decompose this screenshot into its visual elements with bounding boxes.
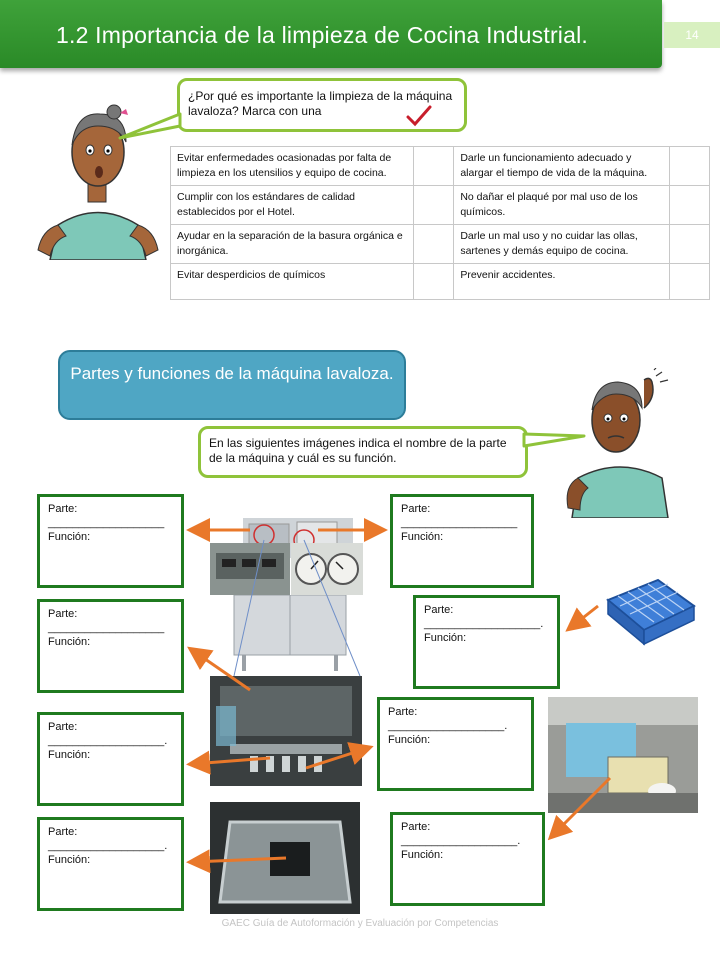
- checkmark-icon: [406, 105, 432, 127]
- function-label: Función:: [48, 749, 91, 761]
- controls-closeup-photo: [210, 543, 290, 595]
- part-answer-line: ___________________.: [388, 720, 508, 732]
- function-label: Función:: [48, 636, 91, 648]
- part-box-8[interactable]: [390, 812, 545, 906]
- instruction-text: En las siguientes imágenes indica el nombre de la parte de la máquina y cuál es su función.: [209, 436, 507, 465]
- part-box-2[interactable]: [390, 494, 534, 588]
- part-answer-line: ___________________.: [48, 840, 168, 852]
- option-text: Evitar enfermedades ocasionadas por falta de limpieza en los utensilios y equipo de cocina.: [171, 147, 414, 186]
- page-title: 1.2 Importancia de la limpieza de Cocina Industrial.: [56, 22, 589, 48]
- wash-chamber-photo: [210, 676, 362, 786]
- option-checkbox[interactable]: [414, 147, 454, 186]
- footer-text: GAEC Guía de Autoformación y Evaluación por Competencias: [221, 918, 499, 929]
- part-box-3[interactable]: [37, 599, 184, 693]
- part-label: Parte:: [401, 821, 431, 833]
- option-checkbox[interactable]: [670, 186, 710, 225]
- part-answer-line: ___________________: [48, 517, 165, 529]
- option-checkbox[interactable]: [670, 225, 710, 264]
- table-row: [171, 264, 710, 300]
- dish-rack-illustration: [598, 570, 698, 650]
- table-row: [171, 225, 710, 264]
- option-text: No dañar el plaqué por mal uso de los químicos.: [454, 186, 670, 225]
- part-box-6[interactable]: [377, 697, 534, 791]
- gauges-closeup-photo: [291, 543, 363, 595]
- option-text: Ayudar en la separación de la basura orgánica e inorgánica.: [171, 225, 414, 264]
- part-label: Parte:: [48, 608, 78, 620]
- part-answer-line: ___________________: [48, 622, 165, 634]
- option-text: Darle un mal uso y no cuidar las ollas, sartenes y demás equipo de cocina.: [454, 225, 670, 264]
- question-bubble: [177, 78, 467, 132]
- question-text: ¿Por qué es importante la limpieza de la máquina lavaloza? Marca con una: [188, 89, 453, 118]
- filter-basin-photo: [210, 802, 360, 914]
- part-answer-line: ___________________.: [401, 835, 521, 847]
- machine-body-photo: [230, 595, 350, 673]
- table-row: [171, 147, 710, 186]
- option-checkbox[interactable]: [414, 264, 454, 300]
- part-label: Parte:: [424, 604, 454, 616]
- part-answer-line: ___________________: [401, 517, 518, 529]
- function-label: Función:: [388, 734, 431, 746]
- option-checkbox[interactable]: [670, 147, 710, 186]
- table-row: [171, 186, 710, 225]
- part-box-7[interactable]: [37, 817, 184, 911]
- option-checkbox[interactable]: [670, 264, 710, 300]
- option-text: Cumplir con los estándares de calidad establecidos por el Hotel.: [171, 186, 414, 225]
- bubble-tail: [522, 428, 586, 452]
- option-text: Prevenir accidentes.: [454, 264, 670, 300]
- part-answer-line: ___________________.: [48, 735, 168, 747]
- part-label: Parte:: [401, 503, 431, 515]
- option-text: Darle un funcionamiento adecuado y alargar el tiempo de vida de la máquina.: [454, 147, 670, 186]
- options-table: [170, 146, 710, 300]
- part-box-4[interactable]: [413, 595, 560, 689]
- section-title: Partes y funciones de la máquina lavaloza.: [58, 350, 406, 420]
- part-label: Parte:: [48, 721, 78, 733]
- part-label: Parte:: [48, 503, 78, 515]
- function-label: Función:: [401, 849, 444, 861]
- part-label: Parte:: [388, 706, 418, 718]
- page-number: 14: [664, 22, 720, 48]
- instruction-bubble: [198, 426, 528, 478]
- function-label: Función:: [48, 531, 91, 543]
- function-label: Función:: [401, 531, 444, 543]
- arrow: [570, 606, 598, 628]
- part-label: Parte:: [48, 826, 78, 838]
- option-text: Evitar desperdicios de químicos: [171, 264, 414, 300]
- conveyor-photo: [548, 697, 698, 813]
- bubble-tail: [118, 112, 184, 142]
- header-bar: [0, 0, 662, 68]
- function-label: Función:: [424, 632, 467, 644]
- part-box-5[interactable]: [37, 712, 184, 806]
- option-checkbox[interactable]: [414, 186, 454, 225]
- option-checkbox[interactable]: [414, 225, 454, 264]
- part-box-1[interactable]: [37, 494, 184, 588]
- part-answer-line: ___________________.: [424, 618, 544, 630]
- function-label: Función:: [48, 854, 91, 866]
